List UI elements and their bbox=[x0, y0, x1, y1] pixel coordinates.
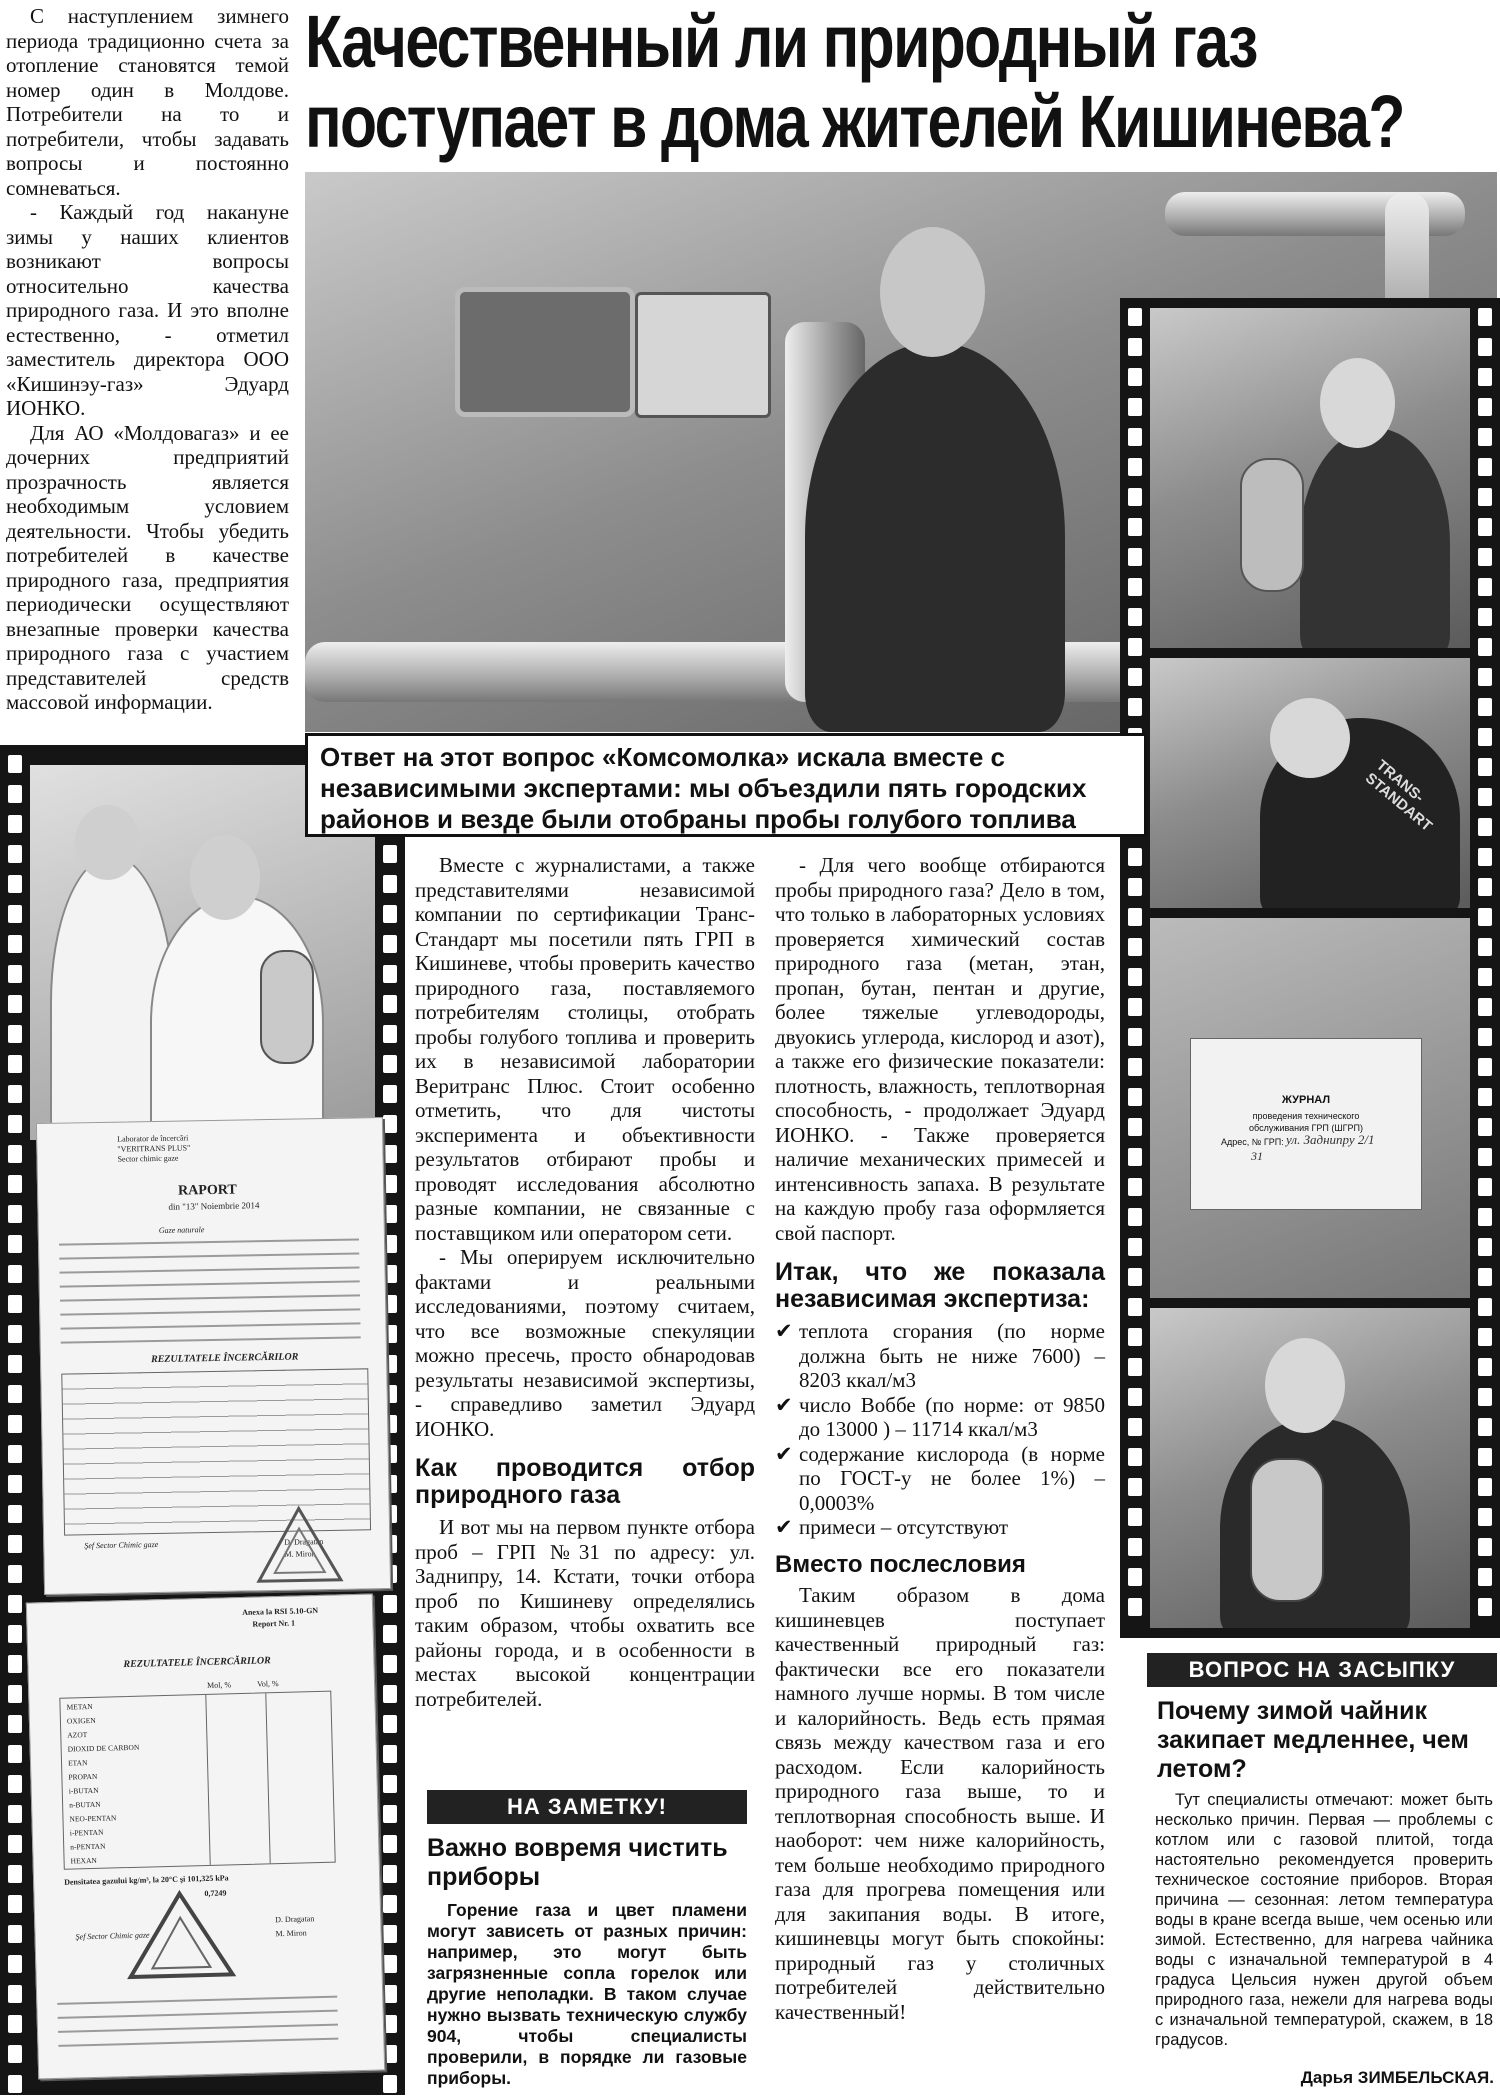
checklist-item: ✔ примеси – отсутствуют bbox=[775, 1515, 1009, 1539]
lab-report-2 bbox=[26, 1594, 385, 2080]
journal-address: Адрес, № ГРП: bbox=[1221, 1137, 1284, 1147]
doc2-head-of-sector: Şef Sector Chimic gaze bbox=[75, 1930, 150, 1942]
article-column-1 bbox=[415, 853, 755, 1711]
doc1-signature-1: D. Dragatan bbox=[284, 1537, 324, 1547]
lab-stamp-icon bbox=[254, 1504, 345, 1586]
checkmark-icon: ✔ bbox=[775, 1515, 793, 1539]
doc2-row: ETAN bbox=[67, 1758, 88, 1768]
doc1-lab: Laborator de încercări bbox=[117, 1133, 189, 1144]
doc2-row: HEXAN bbox=[70, 1855, 97, 1866]
article-column-2 bbox=[775, 853, 1105, 2024]
journal-subtitle-2: обслуживания ГРП (ШГРП) bbox=[1249, 1123, 1363, 1133]
journal-title: ЖУРНАЛ bbox=[1281, 1094, 1331, 1106]
col2-paragraph-2: Таким образом в дома кишиневцев поступает качественный природный газ: фактически все его показатели намного лучше нормы. В том числе и калорийность. Ведь есть прямая связь между качеством газа и его расходом. Если калорийность природного газа выше, то и теплотворная способность выше. И наоборот: чем ниже калорийность, тем больше необходимо природного газа для прогрева помещения или для закипания воды. В итоге, кишиневцы могут быть спокойны: природный газ у столичных потребителей действительно качественный! bbox=[775, 1583, 1105, 2024]
intro-paragraph-2: - Каждый год накануне зимы у наших клиентов возникают вопросы относительно качества природного газа. И это вполне естественно, - отметил заместитель директора ООО «Кишинэу-газ» Эдуард ИОНКО. bbox=[6, 200, 289, 420]
checklist-item: ✔ число Воббе (по норме: от 9850 до 13000 ) – 11714 ккал/м3 bbox=[775, 1392, 1105, 1441]
question-box bbox=[1147, 1653, 1497, 2063]
doc2-annex: Anexa la RSI 5.10-GN bbox=[242, 1605, 319, 1617]
checklist-item: ✔ содержание кислорода (в норме по ГОСТ-у не более 1%) – 0,0003% bbox=[775, 1441, 1105, 1515]
col2-subheading-2: Вместо послесловия bbox=[775, 1550, 1026, 1578]
doc2-row: n-PENTAN bbox=[70, 1841, 106, 1852]
doc2-density-value: 0,7249 bbox=[204, 1888, 227, 1899]
right-film-strip bbox=[1120, 298, 1500, 1638]
doc2-components bbox=[66, 1697, 210, 1869]
doc2-signature-1: D. Dragatan bbox=[275, 1914, 315, 1925]
checkmark-icon: ✔ bbox=[775, 1441, 793, 1466]
question-box-body: Тут специалисты отмечают: может быть несколько причин. Первая — проблемы с котлом или с газовой плитой, тогда настоятельно рекомендуется проверить техническое состояние приборов. Вторая причина — сезонная: летом температура воды в кране всегда выше, чем осенью или зимой. Естественно, для нагрева чайника воды с изначальной температурой в 4 градуса Цельсия нужен другой объем природного газа, нежели для нагрева воды с изначальной температурой, скажем, в 18 градусов. bbox=[1155, 1791, 1493, 2049]
note-box-header: НА ЗАМЕТКУ! bbox=[427, 1790, 747, 1824]
photo-worker-writing bbox=[1150, 658, 1470, 908]
results-checklist bbox=[775, 1319, 1105, 1540]
doc2-row: DIOXID DE CARBON bbox=[67, 1742, 140, 1754]
doc2-signature-2: M. Miron bbox=[275, 1928, 307, 1939]
doc2-row: NEO-PENTAN bbox=[69, 1813, 117, 1824]
doc2-title: REZULTATELE ÎNCERCĂRILOR bbox=[123, 1655, 271, 1671]
headline-line-2: поступает в дома жителей Кишинева? bbox=[305, 80, 1404, 163]
lab-report-1 bbox=[36, 1117, 391, 1595]
trans-standart-logo: TRANS-STANDART bbox=[1361, 756, 1436, 835]
note-box-title: Важно вовремя чистить приборы bbox=[427, 1834, 728, 1891]
journal-handwritten: ул. Заднипру 2/1 bbox=[1286, 1132, 1375, 1147]
note-box-body: Горение газа и цвет пламени могут зависеть от разных причин: например, это могут быть загрязненные сопла горелок или другие неполадки. В таком случае нужно вызвать техническую службу 904, чтобы специалисты проверили, в порядке ли газовые приборы. bbox=[427, 1900, 747, 2088]
question-box-header: ВОПРОС НА ЗАСЫПКУ bbox=[1147, 1653, 1497, 1687]
intro-column bbox=[6, 4, 289, 715]
col1-paragraph-1: Вместе с журналистами, а также представителями независимой компании по сертификации Транс-Стандарт мы посетили пять ГРП в Кишиневе, чтобы проверить качество природного газа, поставляемого потребителям столицы, отобрать пробы голубого топлива и проверить их в независимой лаборатории Веритранс Плюс. Стоит особенно отметить, что для чистоты эксперимента и объективности результатов отбирают пробы и проводят исследования абсолютно разные компании, не связанные с поставщиком или оператором сети. bbox=[415, 853, 755, 1245]
doc2-row: METAN bbox=[66, 1701, 93, 1712]
photo-worker-cylinder bbox=[1150, 308, 1470, 648]
journal-number: 31 bbox=[1251, 1149, 1263, 1163]
col2-paragraph-1: - Для чего вообще отбираются пробы природного газа? Дело в том, что только в лабораторных условиях проверяется химический состав природного газа (метан, этан, пропан, бутан, пентан и другие, более тяжелые углеводороды, двуокись углерода, кислород и азот), а также его физические показатели: плотность, влажность, теплотворная способность, - продолжает Эдуард ИОНКО. - Также проверяется наличие механических примесей и интенсивность запаха. В результате на каждую пробу газа оформляется свой паспорт. bbox=[775, 853, 1105, 1245]
intro-paragraph-1: С наступлением зимнего периода традиционно счета за отопление становятся темой номер один в Молдове. Потребители на то и потребители, чтобы задавать вопросы и постоянно сомневаться. bbox=[6, 4, 289, 200]
col1-paragraph-3: И вот мы на первом пункте отбора проб – ГРП №31 по адресу: ул. Заднипру, 14. Кстати, точки отбора проб по Кишиневу определялись таким образом, чтобы охватить все районы города, и в особенности в местах высокой концентрации потребителей. bbox=[415, 1515, 755, 1711]
doc2-density-label: Densitatea gazului kg/m³, la 20°C şi 101,325 kPa bbox=[64, 1873, 229, 1887]
note-box bbox=[427, 1790, 747, 2090]
col1-paragraph-2: - Мы оперируем исключительно фактами и реальными исследованиями, поэтому считаем, что все возможные спекуляции можно пресечь, просто обнародовав результаты независимой экспертизы, - справедливо заметил Эдуард ИОНКО. bbox=[415, 1245, 755, 1441]
doc2-row: i-BUTAN bbox=[68, 1785, 99, 1796]
doc1-signature-2: M. Miron bbox=[284, 1549, 316, 1559]
doc2-row: AZOT bbox=[67, 1730, 88, 1740]
doc2-row: OXIGEN bbox=[66, 1715, 96, 1726]
doc1-head-of-sector: Şef Sector Chimic gaze bbox=[84, 1539, 159, 1551]
doc2-row: PROPAN bbox=[68, 1771, 98, 1782]
doc1-title: RAPORT bbox=[177, 1182, 237, 1199]
doc1-gas: Gaze naturale bbox=[158, 1225, 205, 1235]
photo-journal bbox=[1150, 918, 1470, 1298]
doc1-sector: Sector chimic gaze bbox=[117, 1153, 179, 1164]
headline-line-1: Качественный ли природный газ bbox=[305, 0, 1257, 83]
lab-stamp-icon bbox=[124, 1888, 236, 1981]
journal-subtitle-1: проведения технического bbox=[1252, 1111, 1360, 1121]
checkmark-icon: ✔ bbox=[775, 1392, 793, 1417]
col1-subheading: Как проводится отбор природного газа bbox=[415, 1454, 755, 1509]
intro-paragraph-3: Для АО «Молдовагаз» и ее дочерних предприятий прозрачность является необходимым условием деятельности. Чтобы убедить потребителей в качестве природного газа, предприятия периодически осуществляют внезапные проверки качества природного газа с участием представителей средств массовой информации. bbox=[6, 420, 289, 714]
doc2-row: n-BUTAN bbox=[69, 1799, 101, 1810]
journal-sign bbox=[1190, 1038, 1422, 1210]
checklist-item: ✔ теплота сгорания (по норме должна быть не ниже 7600) – 8203 ккал/м3 bbox=[775, 1319, 1105, 1392]
doc2-report-number: Report Nr. 1 bbox=[252, 1618, 296, 1629]
question-box-title: Почему зимой чайник закипает медленнее, чем летом? bbox=[1157, 1697, 1469, 1783]
doc2-column-vol: Vol, % bbox=[256, 1679, 279, 1689]
byline: Дарья ЗИМБЕЛЬСКАЯ. bbox=[1300, 2068, 1494, 2087]
checkmark-icon: ✔ bbox=[775, 1319, 793, 1343]
lede: Ответ на этот вопрос «Комсомолка» искала вместе с независимыми экспертами: мы объездили пять городских районов и везде были отобраны пробы голубого топлива bbox=[305, 733, 1147, 837]
doc1-results: REZULTATELE ÎNCERCĂRILOR bbox=[150, 1351, 299, 1366]
doc2-column-mol: Mol, % bbox=[206, 1680, 232, 1690]
doc1-lab-name: "VERITRANS PLUS" bbox=[117, 1143, 191, 1154]
doc1-date: din "13" Noiembrie 2014 bbox=[168, 1200, 260, 1212]
doc2-row: i-PENTAN bbox=[69, 1827, 104, 1838]
photo-worker-sample bbox=[1150, 1308, 1470, 1628]
col2-subheading-1: Итак, что же показала независимая экспертиза: bbox=[775, 1258, 1105, 1313]
headline bbox=[305, 0, 1404, 163]
